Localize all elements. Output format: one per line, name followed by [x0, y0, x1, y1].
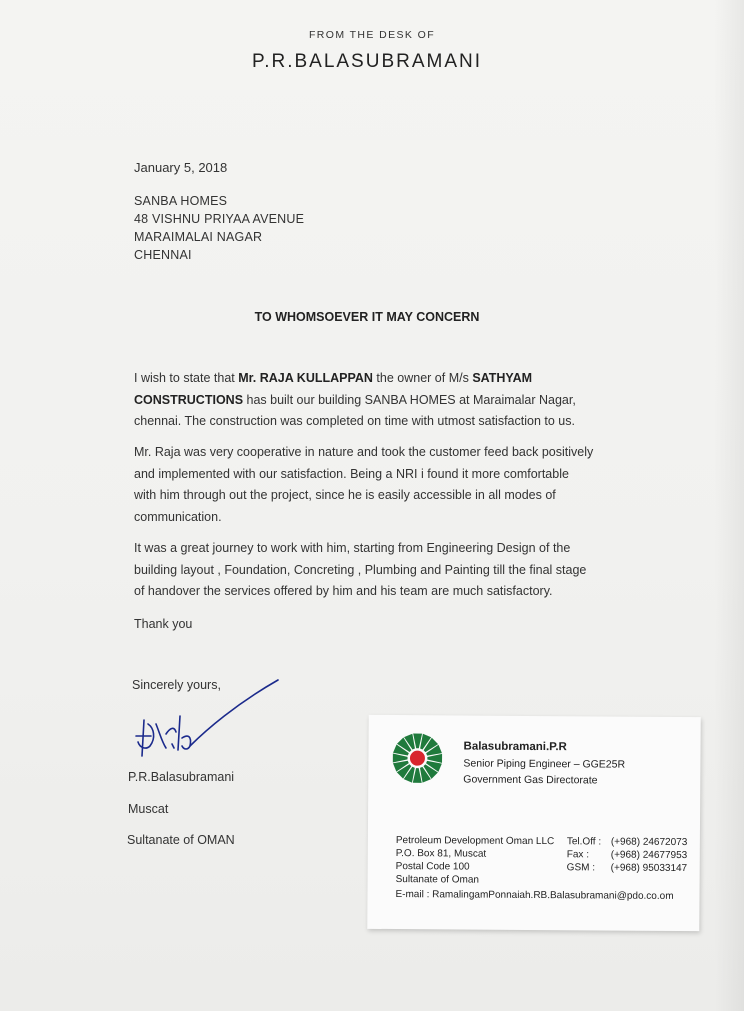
letterhead-name: P.R.BALASUBRAMANI — [251, 51, 483, 72]
recipient-line-3: MARAIMALAI NAGAR — [134, 230, 263, 244]
card-company: Petroleum Development Oman LLC — [395, 835, 555, 848]
card-po-box: P.O. Box 81, Muscat — [395, 848, 487, 860]
letter-date: January 5, 2018 — [134, 160, 228, 175]
card-gsm-label: GSM : — [566, 862, 596, 874]
paragraph-1-line-3: chennai. The construction was completed on time with utmost satisfaction to us. — [134, 414, 575, 428]
signer-city: Muscat — [128, 802, 169, 816]
thank-you: Thank you — [134, 617, 193, 631]
paragraph-1-line-2: CONSTRUCTIONS has built our building SANBA HOMES at Maraimalar Nagar, — [134, 392, 576, 407]
paragraph-2: Mr. Raja was very cooperative in nature and took the customer feed back positively and implemented with our satisfaction. Being a NRI i found it more comfortable with him through out the project, since he is easily accessible in all modes of communication. — [134, 445, 594, 524]
letterhead-from-line: FROM THE DESK OF — [308, 29, 436, 41]
card-fax-label: Fax : — [566, 849, 590, 861]
company-logo-icon — [390, 731, 444, 785]
recipient-line-4: CHENNAI — [134, 248, 192, 262]
card-fax: (+968) 24677953 — [610, 849, 688, 862]
card-postal-code: Postal Code 100 — [395, 861, 470, 873]
recipient-line-1: SANBA HOMES — [134, 194, 228, 208]
handwritten-signature — [126, 676, 286, 766]
card-tel: (+968) 24672073 — [610, 836, 688, 849]
card-tel-label: Tel.Off : — [566, 836, 602, 848]
card-email-line: E-mail : RamalingamPonnaiah.RB.Balasubramani@pdo.co.om — [395, 889, 674, 902]
recipient-line-2: 48 VISHNU PRIYAA AVENUE — [134, 212, 305, 226]
letter-subject: TO WHOMSOEVER IT MAY CONCERN — [254, 310, 480, 324]
page-shadow — [714, 0, 744, 1011]
signer-country: Sultanate of OMAN — [127, 833, 235, 847]
closing: Sincerely yours, — [132, 678, 221, 692]
card-email: RamalingamPonnaiah.RB.Balasubramani@pdo.co.om — [432, 889, 674, 902]
card-department: Government Gas Directorate — [463, 773, 598, 787]
business-card — [367, 715, 700, 931]
paragraph-1-line-1: I wish to state that Mr. RAJA KULLAPPAN the owner of M/s SATHYAM — [134, 371, 533, 385]
card-country: Sultanate of Oman — [395, 874, 480, 886]
card-title: Senior Piping Engineer – GGE25R — [463, 757, 626, 771]
signer-name: P.R.Balasubramani — [128, 770, 235, 784]
logo-center-dot — [410, 751, 425, 766]
paragraph-3: It was a great journey to work with him, starting from Engineering Design of the building layout , Foundation, Concreting , Plumbing and Painting till the final stage of handover the services offered by him and his team are much satisfactory. — [134, 541, 587, 598]
card-name: Balasubramani.P.R — [463, 740, 567, 754]
paragraph-1 — [134, 368, 576, 433]
card-gsm: (+968) 95033147 — [610, 862, 688, 875]
